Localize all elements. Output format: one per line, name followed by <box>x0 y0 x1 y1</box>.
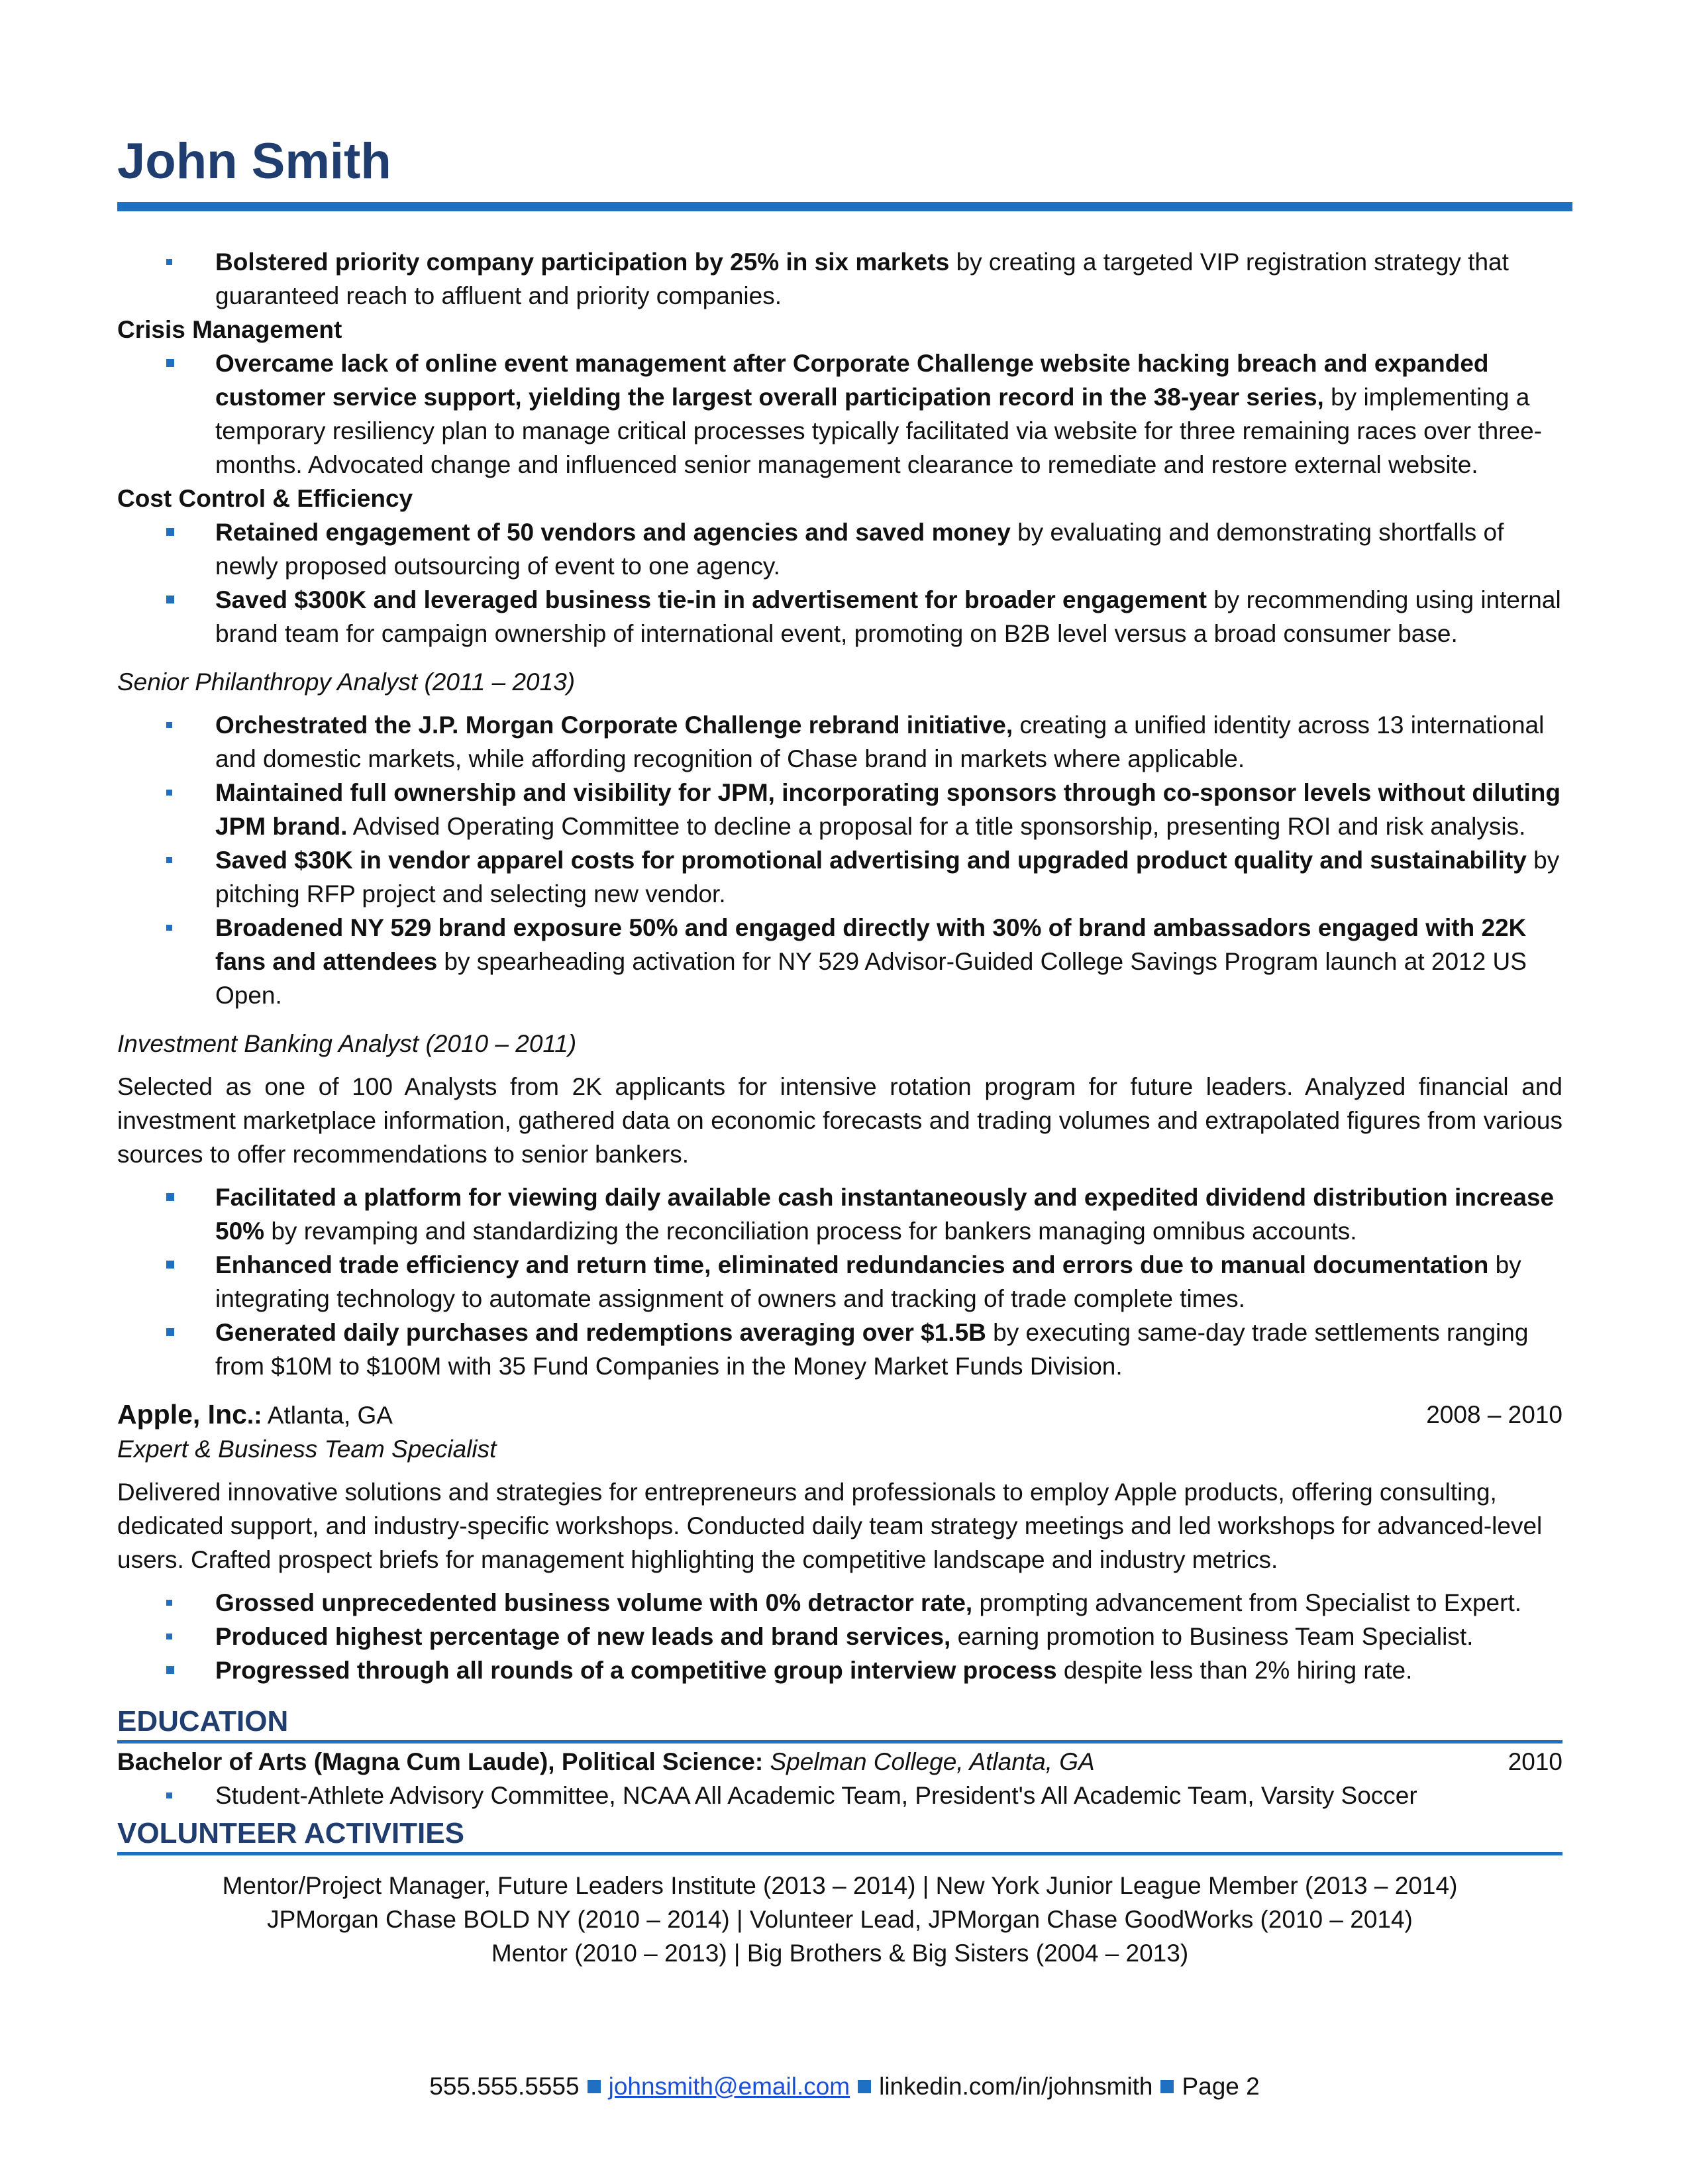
bullet-highlight: Enhanced trade efficiency and return time, eliminated redundancies and errors due to manual documentation <box>215 1251 1489 1278</box>
company-name: Apple, Inc <box>117 1399 247 1430</box>
bullet-detail: by revamping and standardizing the reconciliation process for bankers managing omnibus accounts. <box>264 1218 1357 1245</box>
bullet-square-icon <box>166 1793 172 1798</box>
bullet-item <box>117 1620 1562 1653</box>
bullet-highlight: Facilitated a platform for viewing daily available cash instantaneously and expedited dividend distribution increase 50% <box>215 1184 1555 1245</box>
apple-bullets <box>117 1586 1562 1687</box>
bullet-detail: prompting advancement from Specialist to Expert. <box>972 1589 1521 1616</box>
page-number: Page 2 <box>1182 2073 1260 2100</box>
separator-square-icon <box>858 2080 871 2093</box>
crisis-bullets <box>117 346 1562 482</box>
bullet-item <box>117 911 1562 1012</box>
bullet-highlight: Orchestrated the J.P. Morgan Corporate Challenge rebrand initiative, <box>215 711 1013 739</box>
company-dates: 2008 – 2010 <box>1426 1401 1562 1428</box>
bullet-item <box>117 1316 1562 1383</box>
bullet-detail: by implementing a temporary resiliency plan to manage critical processes typically facilitated via website for three remaining races over three-months. Advocated change and influenced senior management clearance to remediate and restore external website. <box>215 384 1542 478</box>
resume-body <box>117 245 1562 1970</box>
bullet-item <box>117 1586 1562 1620</box>
degree-title: Bachelor of Arts (Magna Cum Laude), Political Science: <box>117 1748 764 1775</box>
bullet-highlight: Generated daily purchases and redemptions averaging over $1.5B <box>215 1319 986 1346</box>
bullet-highlight: Maintained full ownership and visibility for JPM, incorporating sponsors through co-sponsor levels without diluting JPM brand. <box>215 779 1561 840</box>
bullet-square-icon <box>166 528 174 536</box>
bullet-detail: by evaluating and demonstrating shortfalls of newly proposed outsourcing of event to one agency. <box>215 519 1504 580</box>
education-divider <box>117 1740 1562 1743</box>
volunteer-divider <box>117 1852 1562 1855</box>
bullet-square-icon <box>166 359 174 367</box>
volunteer-line: Mentor (2010 – 2013) | Big Brothers & Big Sisters (2004 – 2013) <box>491 1940 1189 1967</box>
degree-line <box>117 1745 1095 1779</box>
separator-square-icon <box>588 2080 601 2093</box>
bullet-square-icon <box>166 790 172 796</box>
bullet-item <box>117 245 1562 313</box>
bullet-item <box>117 1248 1562 1316</box>
bullet-item <box>117 346 1562 482</box>
bullet-square-icon <box>166 1261 174 1269</box>
ib-bullets <box>117 1180 1562 1383</box>
bullet-detail: despite less than 2% hiring rate. <box>1056 1657 1413 1684</box>
bullet-square-icon <box>166 259 172 265</box>
apple-company-heading <box>117 1398 393 1432</box>
bullet-detail: Advised Operating Committee to decline a proposal for a title sponsorship, presenting ROI and risk analysis. <box>347 813 1526 840</box>
category-cost-control: Cost Control & Efficiency <box>117 485 413 512</box>
bullet-highlight: Progressed through all rounds of a competitive group interview process <box>215 1657 1057 1684</box>
volunteer-line: Mentor/Project Manager, Future Leaders Institute (2013 – 2014) | New York Junior League Member (2013 – 2014) <box>222 1872 1458 1899</box>
candidate-name: John Smith <box>117 133 391 189</box>
role-business-team-specialist: Expert & Business Team Specialist <box>117 1435 497 1463</box>
bullet-item <box>117 708 1562 776</box>
education-row <box>117 1745 1562 1779</box>
bullet-detail: by executing same-day trade settlements ranging from $10M to $100M with 35 Fund Companies in the Money Market Funds Division. <box>215 1319 1529 1380</box>
bullet-square-icon <box>166 722 172 728</box>
jpm-top-bullets <box>117 245 1562 313</box>
bullet-detail: by pitching RFP project and selecting new vendor. <box>215 847 1560 908</box>
cost-bullets <box>117 515 1562 650</box>
bullet-detail: creating a unified identity across 13 international and domestic markets, while affording recognition of Chase brand in markets where applicable. <box>215 711 1545 772</box>
bullet-highlight: Grossed unprecedented business volume with 0% detractor rate, <box>215 1589 973 1616</box>
bullet-square-icon <box>166 1666 174 1674</box>
apple-company-row <box>117 1398 1562 1432</box>
volunteer-line: JPMorgan Chase BOLD NY (2010 – 2014) | Volunteer Lead, JPMorgan Chase GoodWorks (2010 – 2014) <box>267 1906 1413 1933</box>
email-link[interactable]: johnsmith@email.com <box>608 2073 850 2100</box>
separator-square-icon <box>1160 2080 1174 2093</box>
bullet-item <box>117 1653 1562 1687</box>
philanthropy-bullets <box>117 708 1562 1012</box>
bullet-detail: by creating a targeted VIP registration strategy that guaranteed reach to affluent and priority companies. <box>215 248 1509 309</box>
bullet-item <box>117 776 1562 843</box>
education-heading: EDUCATION <box>117 1705 289 1738</box>
volunteer-heading: VOLUNTEER ACTIVITIES <box>117 1817 464 1849</box>
bullet-square-icon <box>166 925 172 931</box>
bullet-item <box>117 1779 1562 1812</box>
bullet-detail: by spearheading activation for NY 529 Advisor-Guided College Savings Program launch at 2012 US Open. <box>215 948 1527 1009</box>
company-location: Atlanta, GA <box>262 1402 393 1429</box>
education-bullets <box>117 1779 1562 1812</box>
bullet-item <box>117 843 1562 911</box>
bullet-highlight: Saved $30K in vendor apparel costs for promotional advertising and upgraded product quality and sustainability <box>215 847 1527 874</box>
bullet-highlight: Retained engagement of 50 vendors and agencies and saved money <box>215 519 1011 546</box>
phone-number: 555.555.5555 <box>429 2073 580 2100</box>
category-crisis-management: Crisis Management <box>117 316 342 343</box>
bullet-detail: by integrating technology to automate assignment of owners and tracking of trade complete times. <box>215 1251 1521 1312</box>
bullet-highlight: Produced highest percentage of new leads and brand services, <box>215 1623 951 1650</box>
bullet-square-icon <box>166 1600 172 1606</box>
apple-summary: Delivered innovative solutions and strategies for entrepreneurs and professionals to employ Apple products, offering consulting, dedicated support, and industry-specific workshops. Conducted daily team strategy meetings and led workshops for advanced-level users. Crafted prospect briefs for management highlighting the competitive landscape and industry metrics. <box>117 1479 1543 1573</box>
bullet-item <box>117 1180 1562 1248</box>
name-divider <box>117 202 1572 211</box>
bullet-item <box>117 515 1562 583</box>
role-investment-banking-analyst: Investment Banking Analyst (2010 – 2011) <box>117 1030 577 1057</box>
contact-footer <box>0 2070 1689 2103</box>
bullet-item <box>117 583 1562 650</box>
role-philanthropy-analyst: Senior Philanthropy Analyst (2011 – 2013) <box>117 668 576 696</box>
bullet-detail: earning promotion to Business Team Specialist. <box>950 1623 1474 1650</box>
graduation-year: 2010 <box>1508 1748 1562 1775</box>
bullet-detail: Student-Athlete Advisory Committee, NCAA All Academic Team, President's All Academic Team, Varsity Soccer <box>215 1782 1417 1809</box>
bullet-square-icon <box>166 1328 174 1336</box>
ib-summary: Selected as one of 100 Analysts from 2K applicants for intensive rotation program for future leaders. Analyzed financial and investment marketplace information, gathered data on economic forecasts and trading volumes and extrapolated figures from various sources to offer recommendations to senior bankers. <box>117 1073 1562 1168</box>
bullet-square-icon <box>166 1193 174 1201</box>
bullet-square-icon <box>166 1634 172 1639</box>
volunteer-list <box>117 1869 1562 1970</box>
bullet-highlight: Overcame lack of online event management after Corporate Challenge website hacking breach and expanded customer service support, yielding the largest overall participation record in the 38-year series, <box>215 350 1489 411</box>
bullet-highlight: Bolstered priority company participation by 25% in six markets <box>215 248 950 276</box>
bullet-square-icon <box>166 596 174 603</box>
bullet-square-icon <box>166 857 172 863</box>
bullet-highlight: Saved $300K and leveraged business tie-in in advertisement for broader engagement <box>215 586 1207 613</box>
school-name: Spelman College, Atlanta, GA <box>763 1748 1095 1775</box>
bullet-highlight: Broadened NY 529 brand exposure 50% and engaged directly with 30% of brand ambassadors engaged with 22K fans and attendees <box>215 914 1527 975</box>
bullet-detail: by recommending using internal brand team for campaign ownership of international event, promoting on B2B level versus a broad consumer base. <box>215 586 1561 647</box>
company-suffix: .: <box>246 1402 262 1429</box>
linkedin-url: linkedin.com/in/johnsmith <box>879 2073 1153 2100</box>
